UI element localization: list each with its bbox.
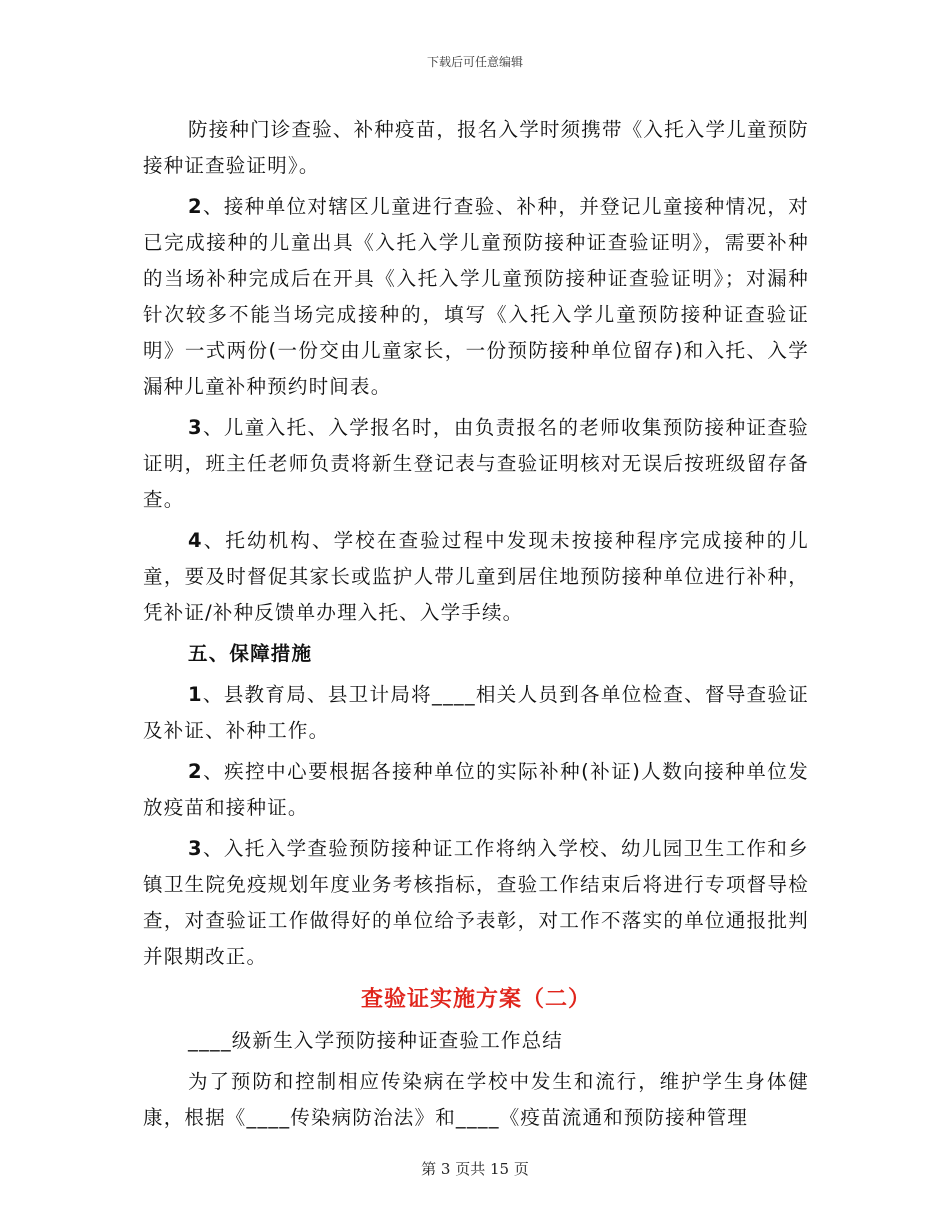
item-number: 3 xyxy=(188,837,203,860)
paragraph-item-2 xyxy=(143,189,809,405)
item-number: 2 xyxy=(188,760,203,783)
paragraph-text: 、儿童入托、入学报名时，由负责报名的老师收集预防接种证查验证明，班主任老师负责将新生登记表与查验证明核对无误后按班级留存备查。 xyxy=(143,416,809,511)
paragraph-text: 、入托入学查验预防接种证工作将纳入学校、幼儿园卫生工作和乡镇卫生院免疫规划年度业务考核指标，查验工作结束后将进行专项督导检查，对查验证工作做得好的单位给予表彰，对工作不落实的单位通报批判并限期改正。 xyxy=(143,837,809,968)
page-footer: 第 3 页共 15 页 xyxy=(421,1160,529,1178)
subtitle-text: ____级新生入学预防接种证查验工作总结 xyxy=(188,1029,564,1052)
paragraph-text: 、托幼机构、学校在查验过程中发现未按接种程序完成接种的儿童，要及时督促其家长或监护人带儿童到居住地预防接种单位进行补种，凭补证/补种反馈单办理入托、入学手续。 xyxy=(143,529,809,624)
paragraph-text: 、县教育局、县卫计局将____相关人员到各单位检查、督导查验证及补证、补种工作。 xyxy=(143,683,809,742)
section-heading: 五、保障措施 xyxy=(188,642,313,665)
paragraph-item-4 xyxy=(143,523,809,631)
measure-item-2 xyxy=(143,754,809,826)
paragraph-text: 防接种门诊查验、补种疫苗，报名入学时须携带《入托入学儿童预防接种证查验证明》。 xyxy=(143,118,810,177)
document-title: 查验证实施方案（二） xyxy=(360,987,591,1012)
paragraph-text: 、疾控中心要根据各接种单位的实际补种(补证)人数向接种单位发放疫苗和接种证。 xyxy=(143,760,809,819)
item-number: 1 xyxy=(188,683,203,706)
paragraph-text: 为了预防和控制相应传染病在学校中发生和流行，维护学生身体健康，根据《____传染病防治法》和____《疫苗流通和预防接种管理 xyxy=(143,1070,809,1129)
document-subtitle xyxy=(143,1023,809,1059)
paragraph-item-3 xyxy=(143,410,809,518)
intro-paragraph xyxy=(143,1064,809,1136)
item-number: 4 xyxy=(188,529,203,552)
document-body xyxy=(143,112,809,1141)
measure-item-1 xyxy=(143,677,809,749)
page-header: 下载后可任意编辑 xyxy=(426,55,523,69)
item-number: 2 xyxy=(188,195,203,218)
paragraph-continuation xyxy=(143,112,809,184)
paragraph-text: 、接种单位对辖区儿童进行查验、补种，并登记儿童接种情况，对已完成接种的儿童出具《入托入学儿童预防接种证查验证明》，需要补种的当场补种完成后在开具《入托入学儿童预防接种证查验证明》；对漏种针次较多不能当场完成接种的，填写《入托入学儿童预防接种证查验证明》一式两份(一份交由儿童家长，一份预防接种单位留存)和入托、入学漏种儿童补种预约时间表。 xyxy=(143,195,809,398)
measure-item-3 xyxy=(143,831,809,975)
item-number: 3 xyxy=(188,416,203,439)
